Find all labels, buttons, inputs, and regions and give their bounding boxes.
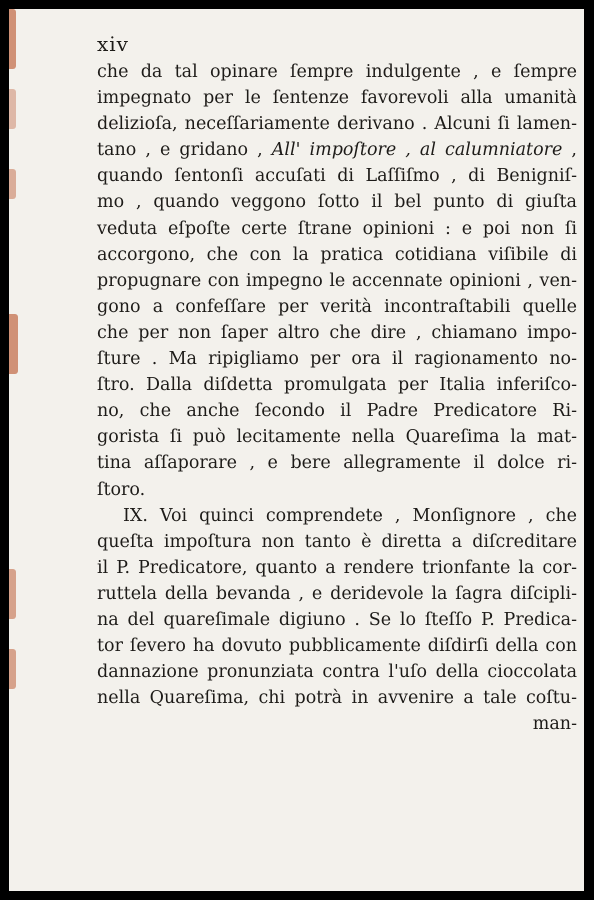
text-line: impegnato per le ſentenze favorevoli alla umanità bbox=[97, 88, 577, 109]
text-fragment: tano , e gridano , bbox=[97, 140, 272, 161]
text-line: mo , quando veggono ſotto il bel punto di giuſta bbox=[97, 192, 577, 213]
text-line: propugnare con impegno le accennate opinioni , ven- bbox=[97, 270, 577, 291]
italic-quote: All' impoſtore , al calumniatore bbox=[271, 140, 563, 161]
text-line: quando ſentonſi accuſati di Laſſiſmo , di Benigniſ- bbox=[97, 166, 577, 187]
page-edge-stain bbox=[9, 9, 16, 69]
page-edge-stain bbox=[9, 89, 16, 129]
text-line: ſtoro. bbox=[97, 479, 146, 500]
text-line: accorgono, che con la pratica cotidiana viſibile di bbox=[97, 244, 577, 265]
text-line: che da tal opinare ſempre indulgente , e ſempre bbox=[97, 62, 577, 82]
page-text bbox=[97, 29, 577, 737]
text-line: na del quareſimale digiuno . Se lo ſteſſo P. Predica- bbox=[97, 609, 577, 630]
text-line: tor ſevero ha dovuto pubblicamente diſdirſi della con bbox=[97, 636, 577, 657]
text-line: il P. Predicatore, quanto a rendere trionfante la cor- bbox=[97, 557, 577, 578]
paragraph-start-line: IX. Voi quinci comprendete , Monſignore , che bbox=[123, 505, 577, 526]
page-edge-stain bbox=[9, 569, 16, 619]
text-line: no, che anche ſecondo il Padre Predicatore Ri- bbox=[97, 401, 577, 422]
text-line: tina aſſaporare , e bere allegramente il dolce ri- bbox=[97, 453, 577, 474]
text-line: ſtro. Dalla diſdetta promulgata per Italia inferiſco- bbox=[97, 375, 577, 396]
text-line: che per non ſaper altro che dire , chiamano impo- bbox=[97, 322, 577, 343]
page-edge-stain bbox=[9, 169, 16, 199]
page-edge-stain bbox=[9, 314, 18, 374]
text-line: queſta impoſtura non tanto è diretta a diſcreditare bbox=[97, 531, 577, 552]
text-line bbox=[97, 137, 577, 163]
page-edge-stain bbox=[9, 649, 16, 689]
text-line: delizioſa, neceſſariamente derivano . Alcuni ſi lamen- bbox=[97, 114, 577, 135]
text-fragment: , bbox=[562, 140, 577, 161]
text-line: ruttela della bevanda , e deridevole la ſagra diſcipli- bbox=[97, 583, 577, 604]
text-line: ſture . Ma ripigliamo per ora il ragionamento no- bbox=[97, 349, 577, 370]
text-line: nella Quareſima, chi potrà in avvenire a tale coſtu- bbox=[97, 688, 577, 709]
text-line: gorista ſi può lecitamente nella Quareſima la mat- bbox=[97, 427, 577, 448]
book-page bbox=[9, 9, 584, 891]
page-number: xiv bbox=[97, 32, 129, 56]
catchword: man- bbox=[532, 714, 577, 735]
text-line: gono a confeſſare per verità incontraſtabili quelle bbox=[97, 296, 577, 317]
text-line: dannazione pronunziata contra l'uſo della cioccolata bbox=[97, 662, 577, 683]
text-line: veduta eſpoſte certe ſtrane opinioni : e poi non ſi bbox=[97, 218, 577, 239]
